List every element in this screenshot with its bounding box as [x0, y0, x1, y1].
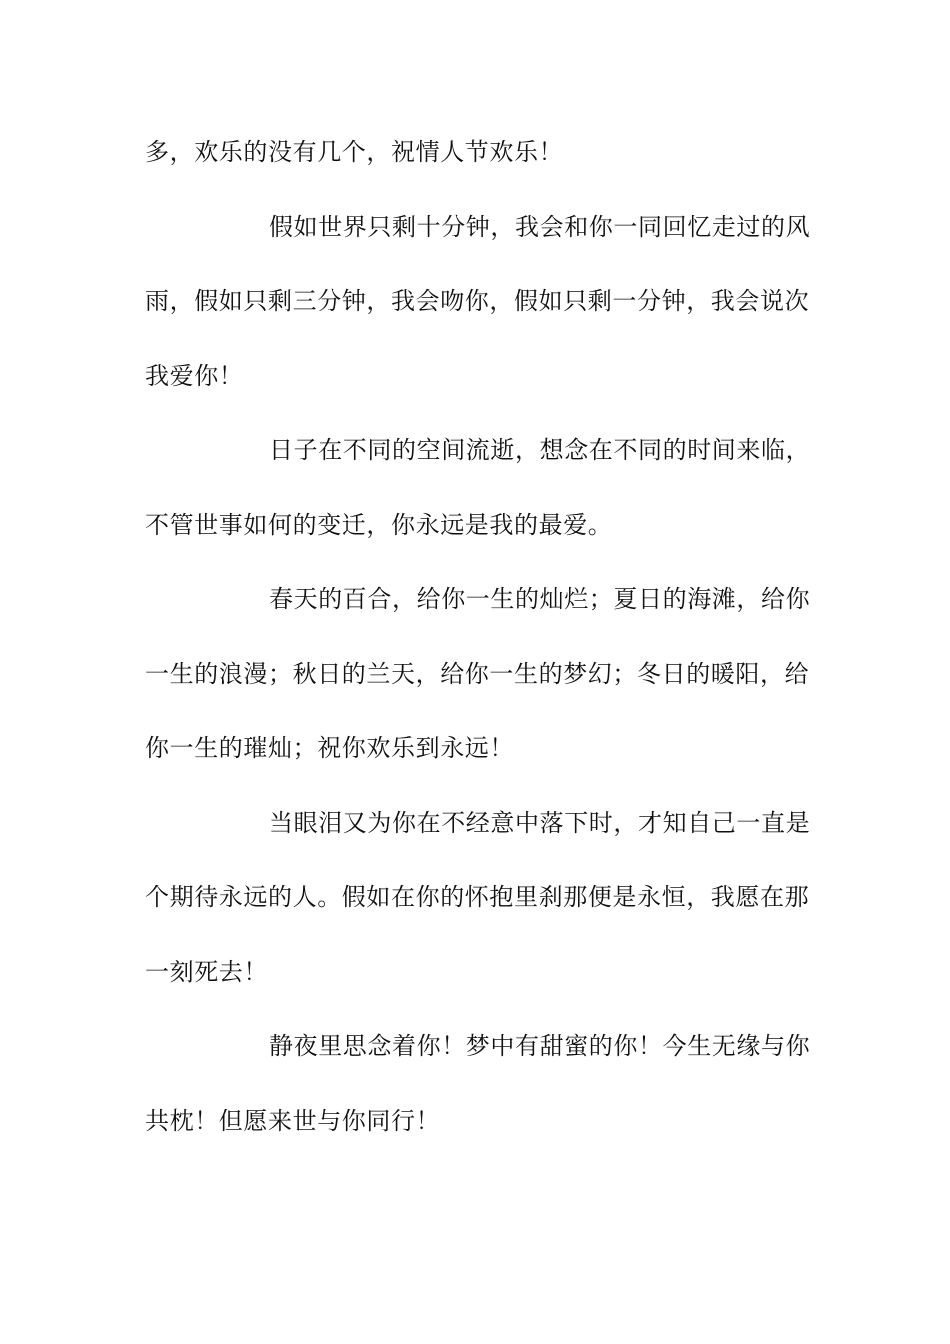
text-line: 春天的百合，给你一生的灿烂；夏日的海滩，给你: [269, 585, 811, 613]
text-line: 不管世事如何的变迁，你永远是我的最爱。: [145, 510, 613, 539]
text-line: 日子在不同的空间流逝，想念在不同的时间来临，: [269, 436, 811, 464]
text-line: 个期待永远的人。假如在你的怀抱里刹那便是永恒，我愿在那: [145, 883, 810, 911]
document-body: [145, 125, 810, 1168]
text-line: 假如世界只剩十分钟，我会和你一同回忆走过的风: [269, 212, 811, 241]
text-line: 雨，假如只剩三分钟，我会吻你，假如只剩一分钟，我会说次: [145, 287, 810, 315]
text-line: 一生的浪漫；秋日的兰天，给你一生的梦幻；冬日的暖阳，给: [145, 659, 810, 688]
text-line: 我爱你！: [145, 361, 244, 390]
text-line: 静夜里思念着你！梦中有甜蜜的你！今生无缘与你: [269, 1032, 811, 1060]
text-line: 多，欢乐的没有几个，祝情人节欢乐！: [145, 138, 564, 166]
text-line: 当眼泪又为你在不经意中落下时，才知自己一直是: [269, 808, 811, 837]
text-line: 共枕！但愿来世与你同行！: [145, 1106, 441, 1135]
text-line: 你一生的璀灿；祝你欢乐到永远！: [145, 734, 514, 762]
text-line: 一刻死去！: [145, 957, 268, 986]
